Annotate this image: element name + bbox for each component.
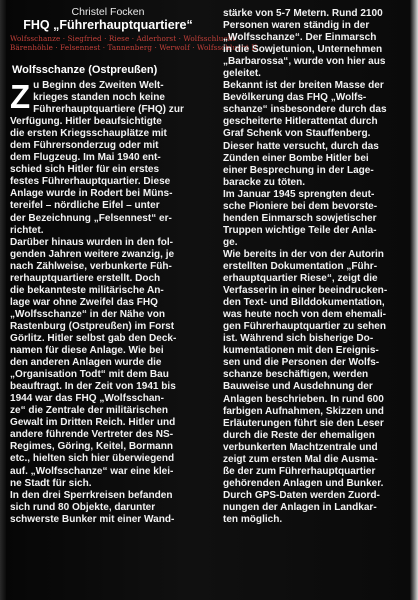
cover-edge-left [0, 0, 6, 600]
paragraph: Wie bereits in der von der Autorin erstellten Dokumentation „Führ- erhauptquartier Riese“, zeigt die Verfasserin in einer beeindrucken- den Text- und Bilddokumentation, was heute noch von dem ehemali- gen Führerhauptquartier zu sehen ist. Während sich bisherige Do- kumentationen mit den Ereignis- sen und die Personen der Wolfs- schanze beschäftigen, werden Bauweise und Ausdehnung der Anlagen beschrieben. In rund 600 farbigen Aufnahmen, Skizzen und Erläuterungen führt sie den Leser durch die Reste der ehemaligen verbunkerten Machtzentrale und zeigt zum ersten Mal die Ausma- ße der zum Führerhauptquartier gehörenden Anlagen und Bunker. Durch GPS-Daten werden Zuord- nungen der Anlagen in Landkar- ten möglich. [223, 248, 388, 525]
paragraph: Darüber hinaus wurden in den fol- genden Jahren weitere zwanzig, je nach Zählweise, verbunkerte Füh- rerhauptquartiere erstellt. Doch die bekannteste militärische An- lage war ohne Zweifel das FHQ „Wolfsschanze“ in der Nähe von Rastenburg (Ostpreußen) im Forst Görlitz. Hitler selbst gab den Deck- namen für diese Anlage. Wie bei den anderen Anlagen wurde die „Organisation Todt“ mit dem Bau beauftragt. In der Zeit von 1941 bis 1944 war das FHQ „Wolfsschan- ze“ die Zentrale der militärischen Gewalt im Dritten Reich. Hitler und andere führende Vertreter des NS- Regimes, Göring, Keitel, Bormann etc., hielten sich hier überwiegend auf. „Wolfsschanze“ war eine klei- ne Stadt für sich. [10, 236, 177, 489]
fraktur-codename-list [10, 34, 258, 52]
text-column-left [10, 80, 213, 526]
text-column-right [223, 8, 409, 526]
paragraph: Im Januar 1945 sprengten deut- sche Pioniere bei dem bevorste- henden Einmarsch sowjetischer Truppen wichtige Teile der Anla- ge. [223, 188, 378, 248]
paragraph: Bekannt ist der breiten Masse der Bevölkerung das FHQ „Wolfs- schanze“ insbesondere durch das gescheiterte Hitlerattentat durch Graf Schenk von Stauffenberg. Dieser hatte versucht, durch das Zünden einer Bombe Hitler bei einer Besprechung in der Lage- baracke zu töten. [223, 80, 387, 188]
book-title: FHQ „Führerhauptquartiere“ [23, 18, 193, 32]
section-subtitle: Wolfsschanze (Ostpreußen) [12, 64, 158, 76]
drop-cap: Z [10, 78, 31, 115]
fraktur-line: Bärenhöhle · Felsennest · Tannenberg · Werwolf · Wolfsschlucht II [10, 42, 258, 52]
cover-edge-right [410, 0, 418, 600]
paragraph: In den drei Sperrkreisen befanden sich rund 80 Objekte, darunter schwerste Bunker mit einer Wand- [10, 489, 175, 525]
author-name: Christel Focken [71, 6, 145, 18]
paragraph [10, 80, 213, 237]
paragraph-text: u Beginn des Zweiten Welt- krieges standen noch keine Führerhauptquartiere (FHQ) zur Verfügung. Hitler beaufsichtigte die ersten Kriegsschauplätze mit dem Führersonderzug oder mit dem Flugzeug. Im Mai 1940 ent- schied sich Hitler für ein erstes festes Führerhauptquartier. Diese Anlage wurde in Rodert bei Müns- tereifel – nördliche Eifel – unter der Bezeichnung „Felsennest“ er- richtet. [10, 80, 184, 236]
paragraph: stärke von 5-7 Metern. Rund 2100 Personen waren ständig in der „Wolfsschanze“. Der Einmarsch in die Sowjetunion, Unternehmen „Barbarossa“, wurde von hier aus geleitet. [223, 8, 386, 80]
fraktur-line: Wolfsschanze · Siegfried · Riese · Adlerhorst · Wolfsschlucht [10, 34, 236, 43]
